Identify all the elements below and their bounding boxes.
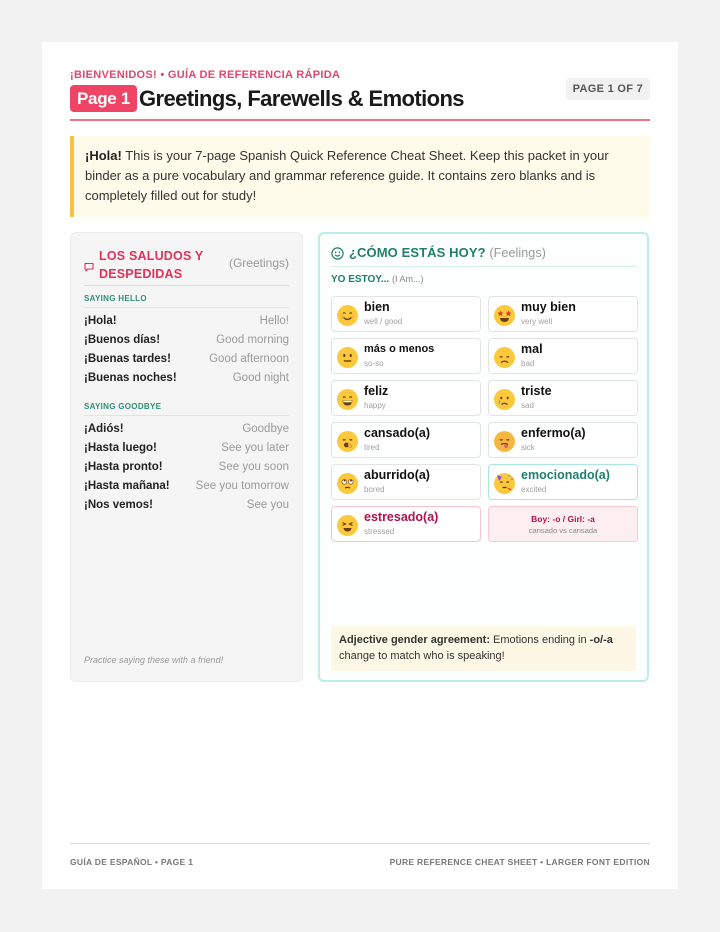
feeling-translation: stressed [364, 527, 395, 536]
greetings-header [84, 247, 289, 285]
smiling-face-icon [337, 305, 358, 326]
phrase-spanish: ¡Nos vemos! [84, 499, 154, 511]
adjective-note-lead: Adjective gender agreement: [339, 634, 490, 646]
feeling-translation: excited [521, 485, 547, 494]
footer-left: GUÍA DE ESPAÑOL • PAGE 1 [70, 857, 194, 867]
phrase-spanish: ¡Buenas tardes! [84, 353, 171, 365]
footer-right: PURE REFERENCE CHEAT SHEET • LARGER FONT EDITION [389, 857, 650, 867]
feeling-translation: well / good [364, 317, 403, 326]
feeling-card [331, 464, 481, 500]
greetings-divider [84, 285, 289, 286]
practice-tip: Practice saying these with a friend! [84, 655, 224, 665]
phrase-spanish: ¡Buenos días! [84, 334, 161, 346]
phrase-spanish: ¡Adiós! [84, 423, 124, 435]
header-divider [70, 119, 650, 121]
phrase-spanish: ¡Buenas noches! [84, 372, 177, 384]
star-struck-face-icon [494, 305, 515, 326]
phrase-english: See you soon [218, 461, 289, 473]
intro-lead: ¡Hola! [85, 148, 122, 163]
tired-face-icon [337, 515, 358, 536]
nauseated-face-icon [494, 431, 515, 452]
adjective-note-tail: change to match who is speaking! [339, 650, 505, 662]
feeling-card [331, 506, 481, 542]
section-divider [84, 307, 289, 308]
feeling-word: muy bien [521, 300, 576, 314]
feeling-card [488, 338, 638, 374]
feeling-translation: happy [364, 401, 386, 410]
greetings-title: LOS SALUDOS Y DESPEDIDAS [99, 249, 204, 281]
feeling-card [331, 296, 481, 332]
feelings-title-text: ¿CÓMO ESTÁS HOY? [349, 245, 486, 260]
yo-estoy-label [331, 274, 423, 285]
phrase-spanish: ¡Hasta mañana! [84, 480, 170, 492]
yo-estoy-text: YO ESTOY... [331, 274, 390, 285]
feeling-word: emocionado(a) [521, 468, 610, 482]
section-divider [84, 415, 289, 416]
yo-estoy-translation: (I Am...) [391, 274, 424, 284]
feeling-word: bien [364, 300, 390, 314]
phrase-row [84, 442, 289, 461]
feeling-word: feliz [364, 384, 389, 398]
phrase-spanish: ¡Hola! [84, 315, 117, 327]
feeling-word: enfermo(a) [521, 426, 586, 440]
page-title: Greetings, Farewells & Emotions [139, 86, 464, 111]
gender-note-card [488, 506, 638, 542]
page-count-badge: PAGE 1 OF 7 [566, 78, 650, 100]
feeling-translation: bored [364, 485, 385, 494]
feeling-card [488, 464, 638, 500]
phrase-row [84, 480, 289, 499]
adjective-agreement-note [331, 626, 636, 671]
feelings-panel [318, 232, 649, 682]
feeling-word: cansado(a) [364, 426, 430, 440]
phrase-spanish: ¡Hasta pronto! [84, 461, 163, 473]
phrase-row [84, 353, 289, 372]
smiley-icon [331, 247, 344, 260]
phrase-english: Good afternoon [209, 353, 289, 365]
adjective-note-ending: -o/-a [589, 634, 613, 646]
feelings-divider [331, 266, 636, 267]
greetings-subtitle: (Greetings) [228, 256, 289, 270]
greetings-panel [70, 232, 303, 682]
adjective-note-text: Emotions ending in [490, 634, 590, 646]
feeling-card [488, 380, 638, 416]
phrase-spanish: ¡Hasta luego! [84, 442, 157, 454]
grinning-face-icon [337, 389, 358, 410]
chat-bubble-icon [84, 259, 94, 269]
cheat-sheet-page [42, 42, 678, 889]
phrase-english: Good morning [216, 334, 289, 346]
phrase-row [84, 499, 289, 518]
feeling-card [331, 380, 481, 416]
feeling-translation: sick [521, 443, 535, 452]
feeling-card [488, 296, 638, 332]
feeling-translation: sad [521, 401, 534, 410]
phrase-english: Good night [232, 372, 289, 384]
gender-note-rule: Boy: -o / Girl: -a [531, 514, 595, 524]
feelings-subtitle: (Feelings) [489, 246, 546, 260]
feeling-card [488, 422, 638, 458]
feeling-word: mal [521, 342, 543, 356]
section-label-hello: SAYING HELLO [84, 294, 147, 303]
intro-note [70, 136, 650, 217]
eye-roll-face-icon [337, 473, 358, 494]
phrase-row [84, 372, 289, 391]
phrase-english: See you [246, 499, 289, 511]
feeling-translation: tired [364, 443, 380, 452]
feeling-word: aburrido(a) [364, 468, 430, 482]
feeling-word: triste [521, 384, 552, 398]
feeling-card [331, 422, 481, 458]
section-label-goodbye: SAYING GOODBYE [84, 402, 162, 411]
phrase-row [84, 461, 289, 480]
feeling-translation: bad [521, 359, 535, 368]
phrase-english: See you tomorrow [195, 480, 289, 492]
feelings-title [349, 245, 546, 260]
phrase-english: See you later [221, 442, 289, 454]
feeling-word: más o menos [364, 343, 435, 355]
feeling-card [331, 338, 481, 374]
page-number-pill: Page 1 [70, 85, 137, 112]
phrase-english: Hello! [259, 315, 289, 327]
neutral-face-icon [337, 347, 358, 368]
phrase-row [84, 423, 289, 442]
gender-note-example: cansado vs cansada [528, 526, 598, 535]
crying-face-icon [494, 389, 515, 410]
feeling-translation: very well [521, 317, 553, 326]
footer-divider [70, 843, 650, 844]
yawning-face-icon [337, 431, 358, 452]
phrase-row [84, 334, 289, 353]
phrase-row [84, 315, 289, 334]
party-face-icon [494, 473, 515, 494]
phrase-english: Goodbye [242, 423, 289, 435]
feeling-translation: so-so [364, 359, 384, 368]
page-kicker: ¡BIENVENIDOS! • GUÍA DE REFERENCIA RÁPIDA [70, 69, 341, 81]
feeling-word: estresado(a) [364, 510, 439, 524]
intro-text: This is your 7-page Spanish Quick Reference Cheat Sheet. Keep this packet in your binder as a pure vocabulary and grammar reference guide. It contains zero blanks and is completely filled out for study! [85, 148, 609, 203]
disappointed-face-icon [494, 347, 515, 368]
